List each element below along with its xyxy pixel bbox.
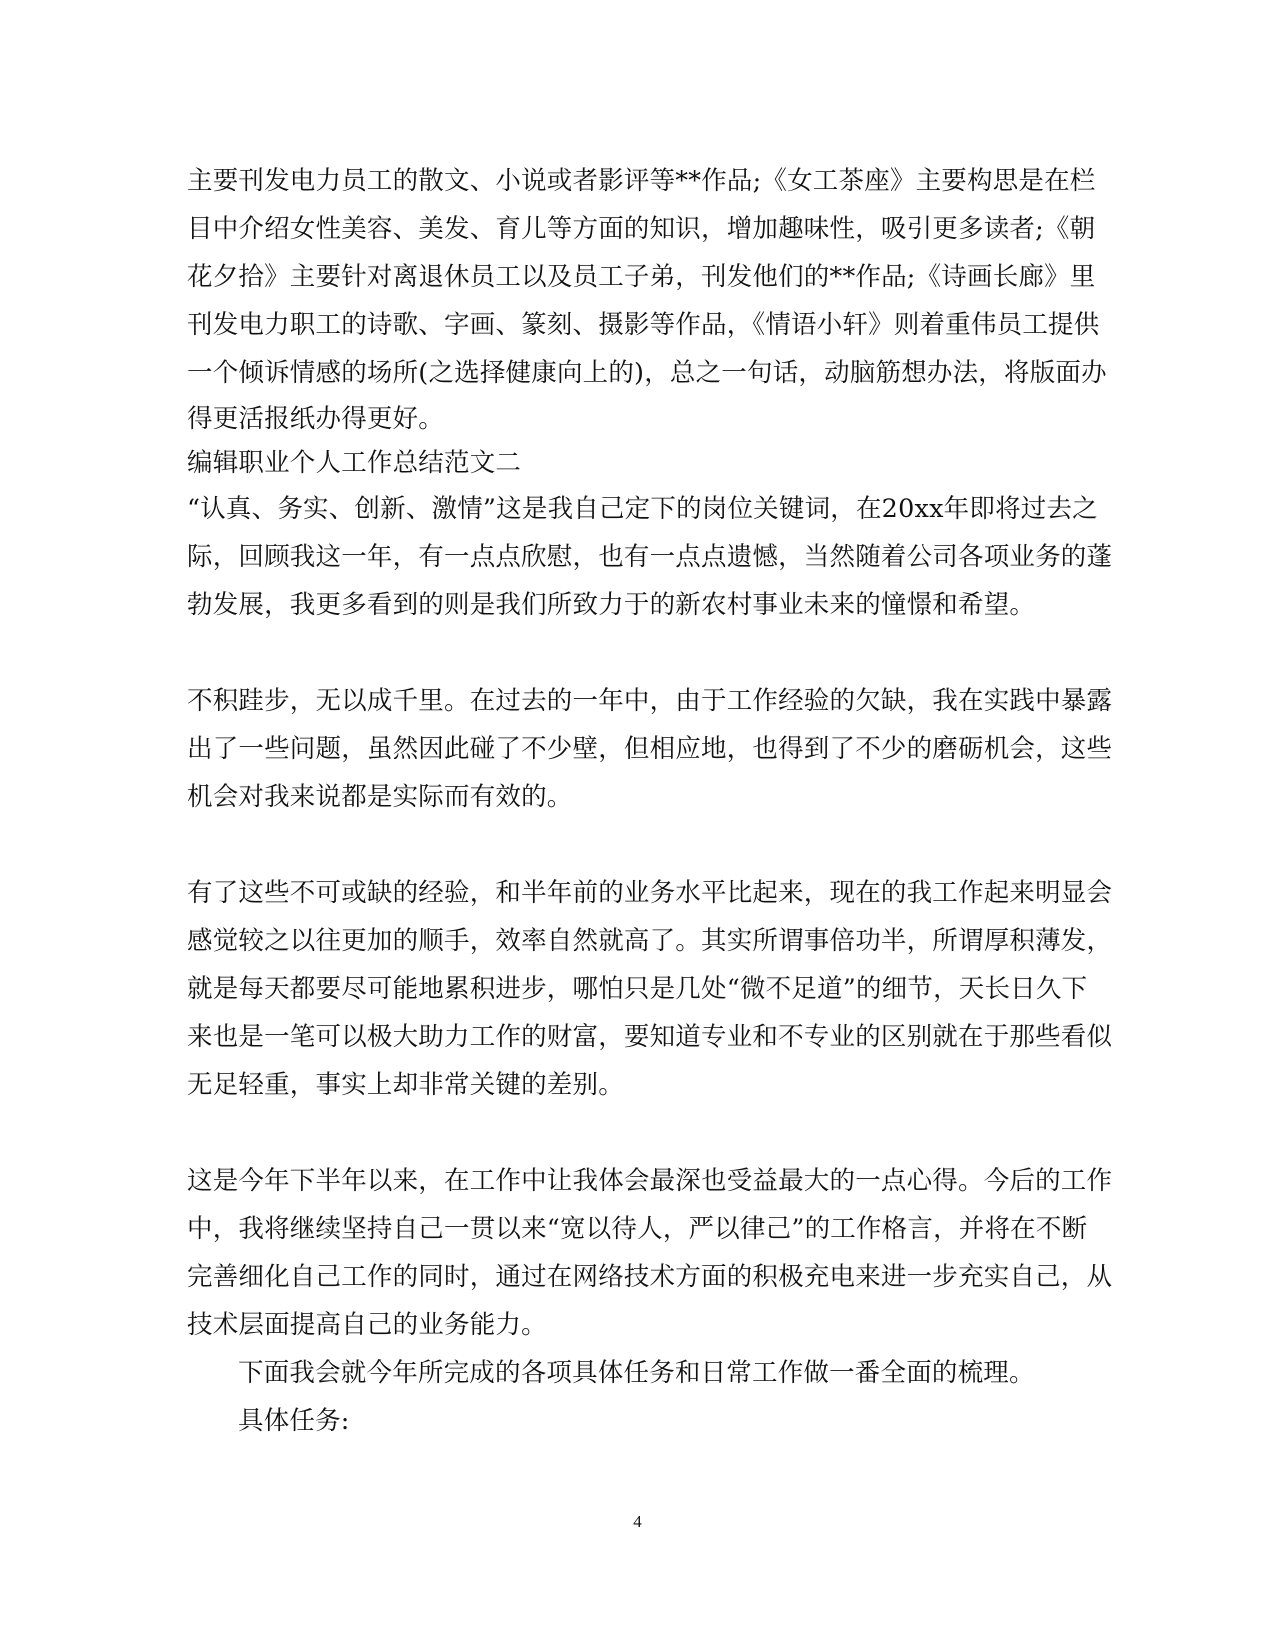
text-line: “认真、务实、创新、激情”这是我自己定下的岗位关键词，在20xx年即将过去之 — [187, 494, 1098, 524]
text-line: 得更活报纸办得更好。 — [187, 404, 445, 434]
text-line: 中，我将继续坚持自己一贯以来“宽以待人，严以律己”的工作格言，并将在不断 — [187, 1214, 1088, 1244]
text-line: 不积跬步，无以成千里。在过去的一年中，由于工作经验的欠缺，我在实践中暴露 — [187, 686, 1113, 716]
section-heading: 编辑职业个人工作总结范文二 — [187, 448, 522, 478]
document-body — [187, 157, 1113, 1445]
text-line: 目中介绍女性美容、美发、育儿等方面的知识，增加趣味性，吸引更多读者;《朝 — [187, 214, 1096, 244]
paragraph-2 — [187, 485, 1113, 629]
text-line: 勃发展，我更多看到的则是我们所致力于的新农村事业未来的憧憬和希望。 — [187, 590, 1036, 620]
paragraph-1 — [187, 157, 1107, 441]
paragraph-spacer — [187, 821, 1087, 869]
text-line: 主要刊发电力员工的散文、小说或者影评等**作品;《女工茶座》主要构思是在栏 — [187, 166, 1096, 196]
indented-paragraph: 下面我会就今年所完成的各项具体任务和日常工作做一番全面的梳理。 — [238, 1358, 1035, 1388]
text-line: 感觉较之以往更加的顺手，效率自然就高了。其实所谓事倍功半，所谓厚积薄发， — [187, 926, 1113, 956]
paragraph-spacer — [187, 1109, 1087, 1157]
indented-paragraph: 具体任务: — [238, 1406, 350, 1436]
text-line: 无足轻重，事实上却非常关键的差别。 — [187, 1070, 624, 1100]
text-line: 技术层面提高自己的业务能力。 — [187, 1310, 547, 1340]
text-line: 际，回顾我这一年，有一点点欣慰，也有一点点遗憾，当然随着公司各项业务的蓬 — [187, 542, 1113, 572]
paragraph-5 — [187, 1157, 1113, 1349]
text-line: 花夕拾》主要针对离退休员工以及员工子弟，刊发他们的**作品;《诗画长廊》里 — [187, 262, 1096, 292]
text-line: 出了一些问题，虽然因此碰了不少壁，但相应地，也得到了不少的磨砺机会，这些 — [187, 734, 1113, 764]
text-line: 有了这些不可或缺的经验，和半年前的业务水平比起来，现在的我工作起来明显会 — [187, 878, 1113, 908]
text-line: 完善细化自己工作的同时，通过在网络技术方面的积极充电来进一步充实自己，从 — [187, 1262, 1113, 1292]
paragraph-3 — [187, 677, 1113, 821]
paragraph-spacer — [187, 629, 1087, 677]
text-line: 刊发电力职工的诗歌、字画、篆刻、摄影等作品，《情语小轩》则着重伟员工提供 — [187, 310, 1100, 340]
text-line: 这是今年下半年以来，在工作中让我体会最深也受益最大的一点心得。今后的工作 — [187, 1166, 1113, 1196]
text-line: 就是每天都要尽可能地累积进步，哪怕只是几处“微不足道”的细节，天长日久下 — [187, 974, 1088, 1004]
page-number: 4 — [633, 1512, 642, 1531]
text-line: 来也是一笔可以极大助力工作的财富，要知道专业和不专业的区别就在于那些看似 — [187, 1022, 1113, 1052]
text-line: 机会对我来说都是实际而有效的。 — [187, 782, 573, 812]
paragraph-4 — [187, 869, 1113, 1109]
text-line: 一个倾诉情感的场所(之选择健康向上的)，总之一句话，动脑筋想办法，将版面办 — [187, 358, 1107, 388]
